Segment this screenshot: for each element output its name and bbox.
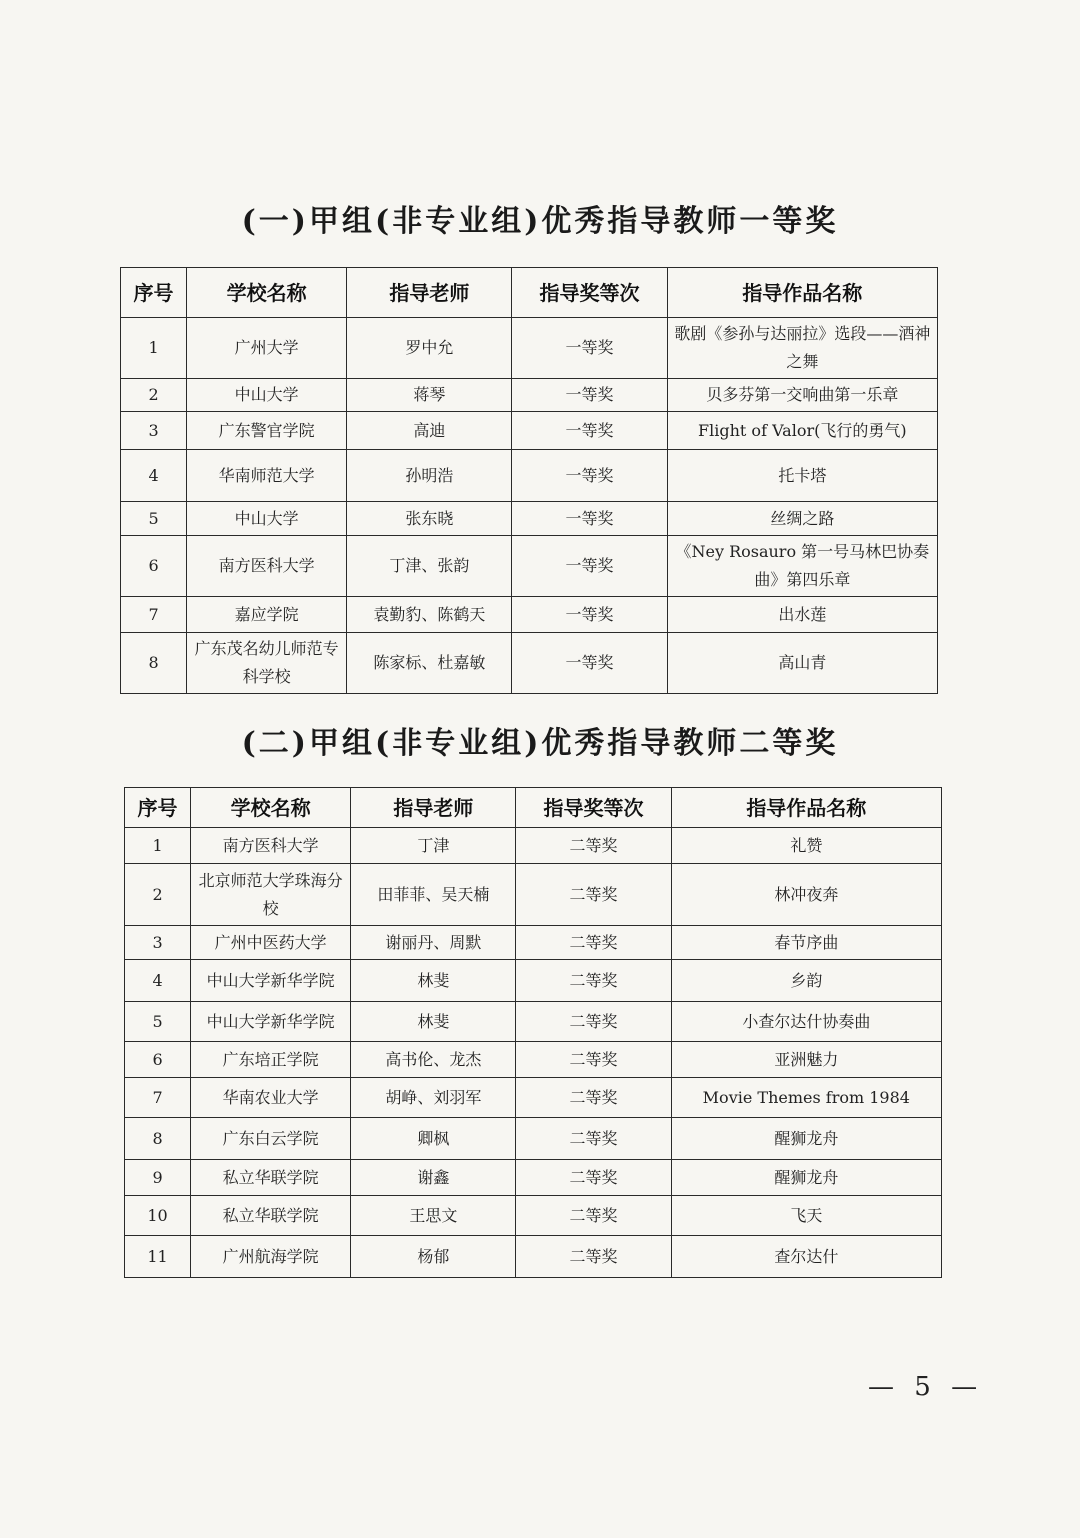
row-award-level: 一等奖	[512, 379, 667, 412]
table-row	[125, 1118, 942, 1160]
row-school: 中山大学	[187, 379, 347, 412]
row-school: 华南师范大学	[187, 450, 347, 502]
row-work-title: Movie Themes from 1984	[671, 1078, 941, 1118]
row-index: 5	[125, 1002, 191, 1042]
row-award-level: 二等奖	[516, 1236, 671, 1278]
row-award-level: 二等奖	[516, 1078, 671, 1118]
header-index: 序号	[121, 268, 187, 318]
table-row	[121, 318, 938, 379]
row-index: 9	[125, 1160, 191, 1196]
row-award-level: 二等奖	[516, 1002, 671, 1042]
row-index: 7	[125, 1078, 191, 1118]
row-index: 5	[121, 502, 187, 536]
row-work-title: 高山青	[667, 633, 937, 694]
row-teacher: 高书伦、龙杰	[351, 1042, 516, 1078]
table-row	[125, 1236, 942, 1278]
row-teacher: 杨郁	[351, 1236, 516, 1278]
row-work-title: 乡韵	[671, 960, 941, 1002]
header-award-level: 指导奖等次	[512, 268, 667, 318]
row-school: 广东白云学院	[191, 1118, 351, 1160]
row-school: 北京师范大学珠海分校	[191, 864, 351, 926]
row-school: 广州中医药大学	[191, 926, 351, 960]
table-header-row	[121, 268, 938, 318]
row-index: 6	[121, 536, 187, 597]
row-teacher: 孙明浩	[347, 450, 512, 502]
table-row	[121, 412, 938, 450]
row-work-title: 丝绸之路	[667, 502, 937, 536]
row-school: 华南农业大学	[191, 1078, 351, 1118]
section-2-title: (二)甲组(非专业组)优秀指导教师二等奖	[241, 726, 839, 761]
row-award-level: 二等奖	[516, 1042, 671, 1078]
row-school: 私立华联学院	[191, 1160, 351, 1196]
row-work-title: 飞天	[671, 1196, 941, 1236]
row-award-level: 一等奖	[512, 412, 667, 450]
row-teacher: 高迪	[347, 412, 512, 450]
table-row	[125, 926, 942, 960]
row-award-level: 二等奖	[516, 828, 671, 864]
row-teacher: 陈家标、杜嘉敏	[347, 633, 512, 694]
row-award-level: 一等奖	[512, 502, 667, 536]
row-school: 南方医科大学	[187, 536, 347, 597]
row-work-title: 小查尔达什协奏曲	[671, 1002, 941, 1042]
table-row	[125, 1002, 942, 1042]
row-teacher: 王思文	[351, 1196, 516, 1236]
table-row	[121, 597, 938, 633]
row-teacher: 袁勤豹、陈鹤天	[347, 597, 512, 633]
row-award-level: 一等奖	[512, 597, 667, 633]
first-prize-table	[120, 267, 938, 694]
row-work-title: 贝多芬第一交响曲第一乐章	[667, 379, 937, 412]
row-teacher: 丁津	[351, 828, 516, 864]
row-school: 私立华联学院	[191, 1196, 351, 1236]
row-school: 南方医科大学	[191, 828, 351, 864]
row-teacher: 罗中允	[347, 318, 512, 379]
row-teacher: 林斐	[351, 960, 516, 1002]
section-1-title: (一)甲组(非专业组)优秀指导教师一等奖	[241, 204, 839, 239]
header-award-level: 指导奖等次	[516, 788, 671, 828]
row-index: 1	[121, 318, 187, 379]
row-work-title: 《Ney Rosauro 第一号马林巴协奏曲》第四乐章	[667, 536, 937, 597]
row-index: 4	[121, 450, 187, 502]
table-row	[121, 536, 938, 597]
table-row	[125, 1196, 942, 1236]
row-award-level: 二等奖	[516, 1118, 671, 1160]
table-row	[125, 864, 942, 926]
row-index: 11	[125, 1236, 191, 1278]
row-school: 中山大学新华学院	[191, 960, 351, 1002]
row-index: 3	[125, 926, 191, 960]
row-award-level: 一等奖	[512, 536, 667, 597]
row-award-level: 一等奖	[512, 633, 667, 694]
table-row	[125, 828, 942, 864]
row-index: 2	[125, 864, 191, 926]
row-index: 2	[121, 379, 187, 412]
row-award-level: 二等奖	[516, 960, 671, 1002]
row-work-title: 出水莲	[667, 597, 937, 633]
header-school: 学校名称	[191, 788, 351, 828]
page-number: — 5 —	[868, 1372, 984, 1402]
row-work-title: 醒狮龙舟	[671, 1160, 941, 1196]
table-row	[125, 1160, 942, 1196]
table-row	[125, 960, 942, 1002]
row-index: 8	[125, 1118, 191, 1160]
header-work-title: 指导作品名称	[671, 788, 941, 828]
row-work-title: 歌剧《参孙与达丽拉》选段——酒神之舞	[667, 318, 937, 379]
row-award-level: 二等奖	[516, 926, 671, 960]
header-index: 序号	[125, 788, 191, 828]
row-teacher: 谢鑫	[351, 1160, 516, 1196]
row-index: 10	[125, 1196, 191, 1236]
row-teacher: 林斐	[351, 1002, 516, 1042]
row-school: 广东培正学院	[191, 1042, 351, 1078]
row-index: 6	[125, 1042, 191, 1078]
second-prize-table	[124, 787, 942, 1278]
row-award-level: 二等奖	[516, 1196, 671, 1236]
row-school: 中山大学新华学院	[191, 1002, 351, 1042]
row-school: 广东警官学院	[187, 412, 347, 450]
table-row	[125, 1042, 942, 1078]
row-school: 广东茂名幼儿师范专科学校	[187, 633, 347, 694]
row-teacher: 谢丽丹、周默	[351, 926, 516, 960]
row-work-title: 林冲夜奔	[671, 864, 941, 926]
row-work-title: 春节序曲	[671, 926, 941, 960]
table-row	[121, 633, 938, 694]
table-row	[125, 1078, 942, 1118]
row-award-level: 一等奖	[512, 318, 667, 379]
header-work-title: 指导作品名称	[667, 268, 937, 318]
row-work-title: 亚洲魅力	[671, 1042, 941, 1078]
header-school: 学校名称	[187, 268, 347, 318]
row-award-level: 一等奖	[512, 450, 667, 502]
header-teacher: 指导老师	[347, 268, 512, 318]
row-award-level: 二等奖	[516, 864, 671, 926]
row-index: 7	[121, 597, 187, 633]
row-school: 中山大学	[187, 502, 347, 536]
row-index: 3	[121, 412, 187, 450]
row-index: 4	[125, 960, 191, 1002]
row-teacher: 张东晓	[347, 502, 512, 536]
row-award-level: 二等奖	[516, 1160, 671, 1196]
row-index: 8	[121, 633, 187, 694]
row-school: 嘉应学院	[187, 597, 347, 633]
row-work-title: 查尔达什	[671, 1236, 941, 1278]
table-row	[121, 450, 938, 502]
table-row	[121, 379, 938, 412]
row-work-title: 托卡塔	[667, 450, 937, 502]
table-header-row	[125, 788, 942, 828]
row-school: 广州大学	[187, 318, 347, 379]
header-teacher: 指导老师	[351, 788, 516, 828]
row-teacher: 田菲菲、吴天楠	[351, 864, 516, 926]
row-school: 广州航海学院	[191, 1236, 351, 1278]
row-work-title: 醒狮龙舟	[671, 1118, 941, 1160]
row-work-title: Flight of Valor(飞行的勇气)	[667, 412, 937, 450]
row-index: 1	[125, 828, 191, 864]
row-teacher: 丁津、张韵	[347, 536, 512, 597]
row-work-title: 礼赞	[671, 828, 941, 864]
row-teacher: 蒋琴	[347, 379, 512, 412]
table-row	[121, 502, 938, 536]
row-teacher: 胡峥、刘羽军	[351, 1078, 516, 1118]
row-teacher: 卿枫	[351, 1118, 516, 1160]
